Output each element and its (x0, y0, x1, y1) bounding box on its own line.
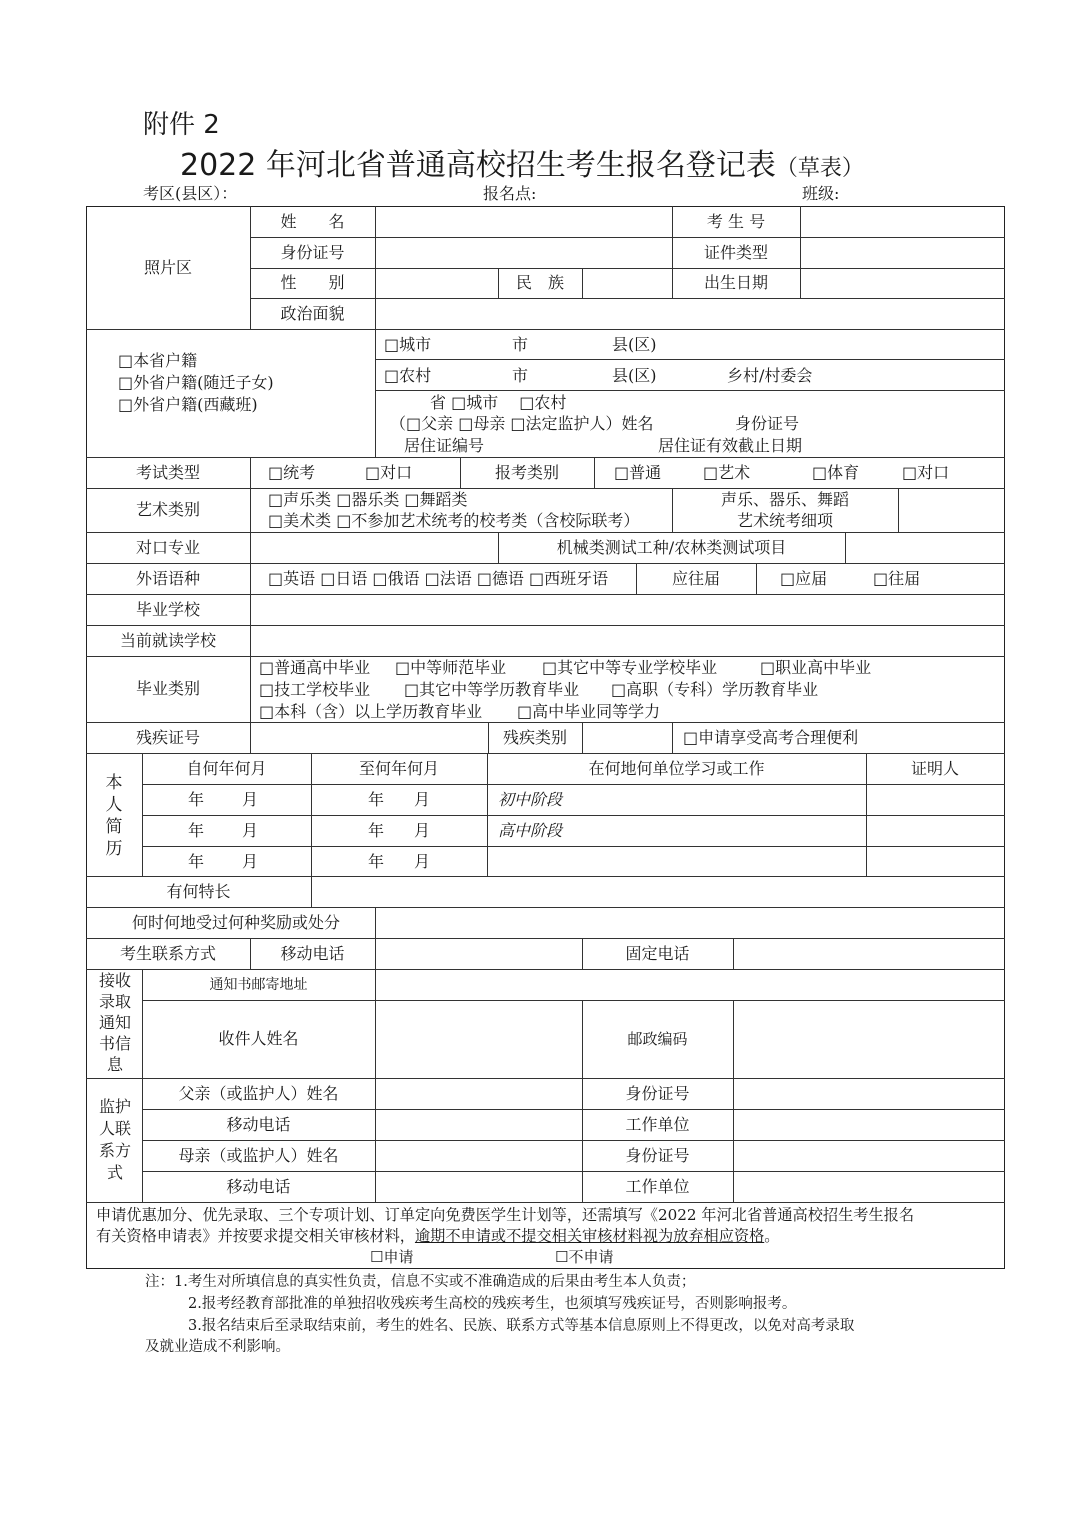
resume-label: 本 人 简 历 (105, 773, 123, 859)
household-city[interactable]: □城市 (384, 335, 432, 354)
residence-permit-expiry: 居住证有效截止日期 (658, 436, 803, 455)
apply-yes-checkbox[interactable]: ☐申请 (370, 1248, 414, 1266)
address-label: 通知书邮寄地址 (209, 977, 308, 993)
ethnicity-field[interactable] (583, 269, 671, 297)
current-school-label: 当前就读学校 (119, 631, 216, 650)
note-1: 注：1.考生对所填信息的真实性负责，信息不实或不准确造成的后果由考生本人负责； (145, 1274, 696, 1290)
from-month: 月 (242, 790, 259, 809)
ethnicity-label: 民 族 (515, 273, 564, 292)
registration-point-label: 报名点: (483, 184, 537, 203)
place: 初中阶段 (498, 790, 563, 809)
grad-type-option[interactable]: □本科（含）以上学历教育毕业 (259, 702, 483, 721)
art-detail-label-2: 艺术统考细项 (736, 511, 833, 530)
to-year: 年 (368, 790, 385, 809)
grad-type-option[interactable]: □技工学校毕业 (259, 680, 371, 699)
apply-category-option[interactable]: □对口 (902, 463, 950, 482)
apply-category-option[interactable]: □普通 (614, 463, 662, 482)
attachment-label: 附件 2 (143, 110, 220, 140)
exam-no-label: 考 生 号 (706, 212, 766, 231)
language-options[interactable]: □英语 □日语 □俄语 □法语 □德语 □西班牙语 (268, 569, 609, 588)
disability-type-label: 残疾类别 (502, 728, 567, 747)
apply-warning: 逾期不申请或不提交相关审核材料视为放弃相应资格 (414, 1227, 765, 1245)
graduate-status-option[interactable]: □应届 (780, 569, 828, 588)
grad-type-option[interactable]: □中等师范毕业 (395, 658, 507, 677)
title-suffix: （草表） (775, 156, 864, 181)
to-year: 年 (368, 821, 385, 840)
awards-label: 何时何地受过何种奖励或处分 (132, 913, 341, 932)
awards-field[interactable] (376, 908, 1004, 937)
cert-type-field[interactable] (801, 238, 1004, 267)
resume-header: 证明人 (910, 759, 959, 778)
art-options-line2[interactable]: □美术类 □不参加艺术统考的校考类（含校际联考） (268, 511, 640, 530)
page-title (180, 140, 864, 184)
to-month: 月 (414, 821, 431, 840)
to-year: 年 (368, 852, 385, 871)
cert-type-label: 证件类型 (703, 243, 768, 262)
gender-label: 性 别 (280, 273, 345, 292)
note-2: 2.报考经教育部批准的单独招收残疾考生高校的残疾考生，也须填写残疾证号，否则影响报考。 (188, 1296, 797, 1312)
mother-mobile-label: 移动电话 (226, 1177, 291, 1196)
disability-no-field[interactable] (251, 723, 487, 752)
mech-test-label: 机械类测试工种/农林类测试项目 (556, 538, 787, 557)
political-field[interactable] (376, 299, 1004, 328)
graduate-status-option[interactable]: □往届 (873, 569, 921, 588)
household-option[interactable]: □外省户籍(随迁子女) (118, 373, 274, 392)
mother-id-label: 身份证号 (625, 1146, 690, 1165)
exam-type-option[interactable]: □对口 (365, 463, 413, 482)
art-options-line1[interactable]: □声乐类 □器乐类 □舞蹈类 (268, 490, 468, 509)
landline-field[interactable] (734, 939, 1004, 968)
father-work-label: 工作单位 (625, 1115, 690, 1134)
exam-no-field[interactable] (801, 207, 1004, 236)
art-category-label: 艺术类别 (135, 500, 200, 519)
art-detail-label: 声乐、器乐、舞蹈 (720, 490, 849, 509)
photo-area: 照片区 (143, 258, 192, 277)
household-city-unit: 市 (512, 335, 529, 354)
grad-type-option[interactable]: □高中毕业同等学力 (517, 702, 661, 721)
grad-type-option[interactable]: □职业高中毕业 (760, 658, 872, 677)
grad-school-field[interactable] (251, 595, 1004, 624)
note-3-cont: 及就业造成不利影响。 (145, 1339, 290, 1355)
household-rural-village: 乡村/村委会 (727, 366, 813, 385)
grad-school-label: 毕业学校 (135, 600, 200, 619)
name-field[interactable] (376, 207, 671, 236)
landline-label: 固定电话 (625, 944, 690, 963)
apply-no-checkbox[interactable]: ☐不申请 (555, 1248, 614, 1266)
class-label: 班级: (802, 184, 840, 203)
graduate-status-label: 应往届 (671, 569, 720, 588)
from-year: 年 (188, 852, 205, 871)
apply-period: 。 (764, 1227, 780, 1245)
mobile-field[interactable] (376, 939, 581, 968)
mobile-label: 移动电话 (280, 944, 345, 963)
political-label: 政治面貌 (280, 304, 345, 323)
grad-type-option[interactable]: □其它中等学历教育毕业 (404, 680, 580, 699)
specialty-label: 有何特长 (166, 882, 231, 901)
grad-type-option[interactable]: □其它中等专业学校毕业 (542, 658, 718, 677)
grad-type-option[interactable]: □高职（专科）学历教育毕业 (611, 680, 819, 699)
guardian-label: 监护 人联 系方 式 (98, 1097, 131, 1182)
household-rural-county: 县(区) (612, 366, 657, 385)
household-city-county: 县(区) (612, 335, 657, 354)
resume-header: 在何地何单位学习或工作 (588, 759, 765, 778)
current-school-field[interactable] (251, 626, 1004, 655)
grad-type-option[interactable]: □普通高中毕业 (259, 658, 371, 677)
household-option[interactable]: □本省户籍 (118, 351, 198, 370)
birth-date-label: 出生日期 (703, 273, 768, 292)
name-label: 姓 名 (280, 212, 345, 231)
exam-type-label: 考试类型 (135, 463, 200, 482)
id-no-label: 身份证号 (280, 243, 345, 262)
recipient-label: 收件人姓名 (218, 1029, 299, 1048)
mother-name-label: 母亲（或监护人）姓名 (178, 1146, 339, 1165)
resume-header: 自何年何月 (186, 759, 267, 778)
apply-text-2 (96, 1226, 779, 1246)
contact-label: 考生联系方式 (119, 944, 216, 963)
other-province-line[interactable]: 省 □城市 □农村 (430, 393, 567, 412)
notice-info-label: 接收 录取 通知 书信 息 (98, 971, 131, 1074)
title-main: 2022 年河北省普通高校招生考生报名登记表 (180, 148, 776, 183)
from-year: 年 (188, 821, 205, 840)
from-month: 月 (242, 852, 259, 871)
note-3: 3.报名结束后至录取结束前，考生的姓名、民族、联系方式等基本信息原则上不得更改，以免对高考录取 (188, 1318, 855, 1334)
father-mobile-label: 移动电话 (226, 1115, 291, 1134)
from-year: 年 (188, 790, 205, 809)
disability-no-label: 残疾证号 (135, 728, 200, 747)
counterpart-major-label: 对口专业 (135, 538, 200, 557)
from-month: 月 (242, 821, 259, 840)
apply-text-1: 申请优惠加分、优先录取、三个专项计划、订单定向免费医学生计划等，还需填写《2022 年河北省普通高校招生考生报名 (96, 1206, 915, 1224)
gender-field[interactable] (376, 269, 497, 297)
guardian-id-label: 身份证号 (735, 414, 800, 433)
household-option[interactable]: □外省户籍(西藏班) (118, 395, 258, 414)
to-month: 月 (414, 790, 431, 809)
household-rural-unit: 市 (512, 366, 529, 385)
recipient-field[interactable] (376, 1001, 581, 1077)
address-field[interactable] (376, 970, 1004, 999)
apply-category-option[interactable]: □艺术 (703, 463, 751, 482)
accommodation-checkbox[interactable]: □申请享受高考合理便利 (683, 728, 859, 747)
grad-type-label: 毕业类别 (135, 679, 200, 698)
apply-category-label: 报考类别 (494, 463, 559, 482)
father-id-label: 身份证号 (625, 1084, 690, 1103)
specialty-field[interactable] (312, 877, 1004, 906)
place: 高中阶段 (498, 821, 563, 840)
household-rural[interactable]: □农村 (384, 366, 432, 385)
exam-type-option[interactable]: □统考 (268, 463, 316, 482)
guardian-relation-line[interactable]: （□父亲 □母亲 □法定监护人）姓名 (390, 414, 654, 433)
birth-date-field[interactable] (801, 269, 1004, 297)
postcode-field[interactable] (734, 1001, 1004, 1077)
language-label: 外语语种 (135, 569, 200, 588)
id-no-field[interactable] (376, 238, 671, 267)
father-name-label: 父亲（或监护人）姓名 (178, 1084, 339, 1103)
to-month: 月 (414, 852, 431, 871)
resume-header: 至何年何月 (358, 759, 439, 778)
postcode-label: 邮政编码 (627, 1030, 688, 1048)
apply-category-option[interactable]: □体育 (812, 463, 860, 482)
exam-area-label: 考区(县区）： (143, 184, 238, 203)
apply-text-2a: 有关资格申请表》并按要求提交相关审核材料， (96, 1227, 415, 1245)
residence-permit-no: 居住证编号 (404, 436, 485, 455)
mother-work-label: 工作单位 (625, 1177, 690, 1196)
